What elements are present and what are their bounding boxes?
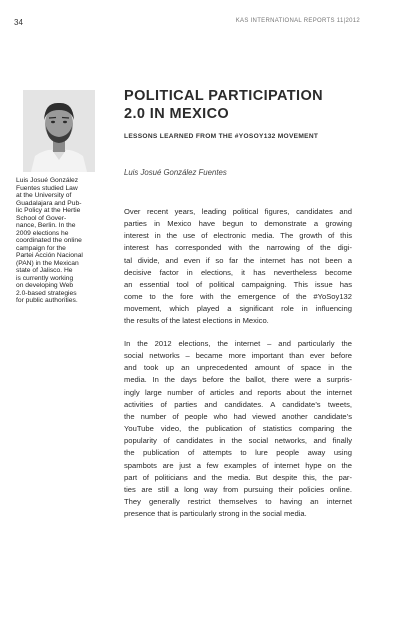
text-line: the results of the latest elections in Mexico. — [124, 316, 269, 326]
bio-line: 2.0-based strategies — [16, 289, 77, 297]
text-line: the number of people who had viewed another candidate’s — [124, 411, 352, 421]
running-header: KAS INTERNATIONAL REPORTS 11|2012 — [235, 18, 360, 24]
text-line: parties in Mexico have begun to demonstrate a growing — [124, 219, 352, 229]
text-line: They generally restrict themselves to having an internet — [124, 497, 352, 507]
text-line: Over recent years, leading political figures, candidates and — [124, 207, 352, 216]
bio-line: coordinated the online — [16, 237, 82, 244]
text-line: come to the fore with the emergence of the #YoSoy132 — [124, 292, 352, 302]
text-line: presence that is particularly strong in the social media. — [124, 509, 307, 519]
text-line: the publication of attempts to lure people away using — [124, 448, 352, 458]
text-line: spambots are just a few examples of internet hype on the — [124, 460, 352, 470]
bio-line: for public authorities. — [16, 297, 78, 304]
text-line: interest has corresponded with the narrowing of the digi- — [124, 243, 352, 253]
text-line: ties are still a long way from pursuing their policies online. — [124, 484, 352, 494]
page-number: 34 — [14, 18, 23, 27]
text-line: social networks – became more important than ever before — [124, 351, 352, 361]
bio-line: campaign for the — [16, 244, 66, 252]
text-line: and took up an unprecedented amount of space in the — [124, 363, 352, 373]
text-line: ingly large number of articles and reports about the internet — [124, 387, 352, 397]
text-line: YouTube video, the publication of statistics comparing the — [124, 424, 352, 434]
bio-line: Fuentes studied Law — [16, 184, 78, 192]
title-line: POLITICAL PARTICIPATION — [124, 88, 324, 104]
bio-line: 2009 elections he — [16, 229, 69, 237]
text-line: movement, which played a significant role in influencing — [124, 304, 352, 314]
text-line: media. In the days before the ballot, there were a surpris- — [124, 375, 352, 385]
text-line: popularity of candidates in the social networks, and finally — [124, 436, 352, 446]
portrait-image — [23, 90, 95, 172]
text-line: tal divide, and even if so far the internet has not been a — [124, 255, 352, 265]
bio-line: School of Gover- — [16, 214, 67, 222]
bio-line: Guadalajara and Pub- — [16, 199, 82, 207]
text-line: In the 2012 elections, the internet – and particularly the — [124, 339, 352, 348]
text-line: decisive factor in elections, it has nevertheless become — [124, 267, 352, 277]
author-bio — [16, 177, 108, 305]
body-paragraph-2 — [124, 338, 352, 520]
bio-line: Partei Acción Nacional — [16, 252, 83, 259]
bio-line: Luis Josué González — [16, 177, 79, 184]
bio-line: state of Jalisco. He — [16, 267, 73, 274]
bio-line: lic Policy at the Hertie — [16, 207, 81, 214]
bio-line: is currently working — [16, 274, 74, 282]
text-line: interest in the use of electronic media. The growth of this — [124, 231, 352, 241]
text-line: part of politicians and the media. But despite this, the par- — [124, 472, 352, 482]
body-paragraph-1 — [124, 206, 352, 328]
bio-line: on developing Web — [16, 282, 74, 289]
text-line: activities of parties and candidates. A candidate’s tweets, — [124, 399, 352, 409]
text-line: an essential tool of political campaigning. This issue has — [124, 279, 352, 289]
bio-line: (PAN) in the Mexican — [16, 259, 79, 267]
title-line: 2.0 IN MEXICO — [124, 106, 230, 122]
bio-line: nance, Berlin. In the — [16, 222, 76, 229]
article-author: Luis Josué González Fuentes — [124, 168, 227, 177]
bio-line: at the University of — [16, 192, 72, 199]
author-photo — [23, 90, 95, 172]
article-title — [124, 87, 384, 123]
article-subtitle: LESSONS LEARNED FROM THE #YOSOY132 MOVEMENT — [124, 133, 319, 140]
